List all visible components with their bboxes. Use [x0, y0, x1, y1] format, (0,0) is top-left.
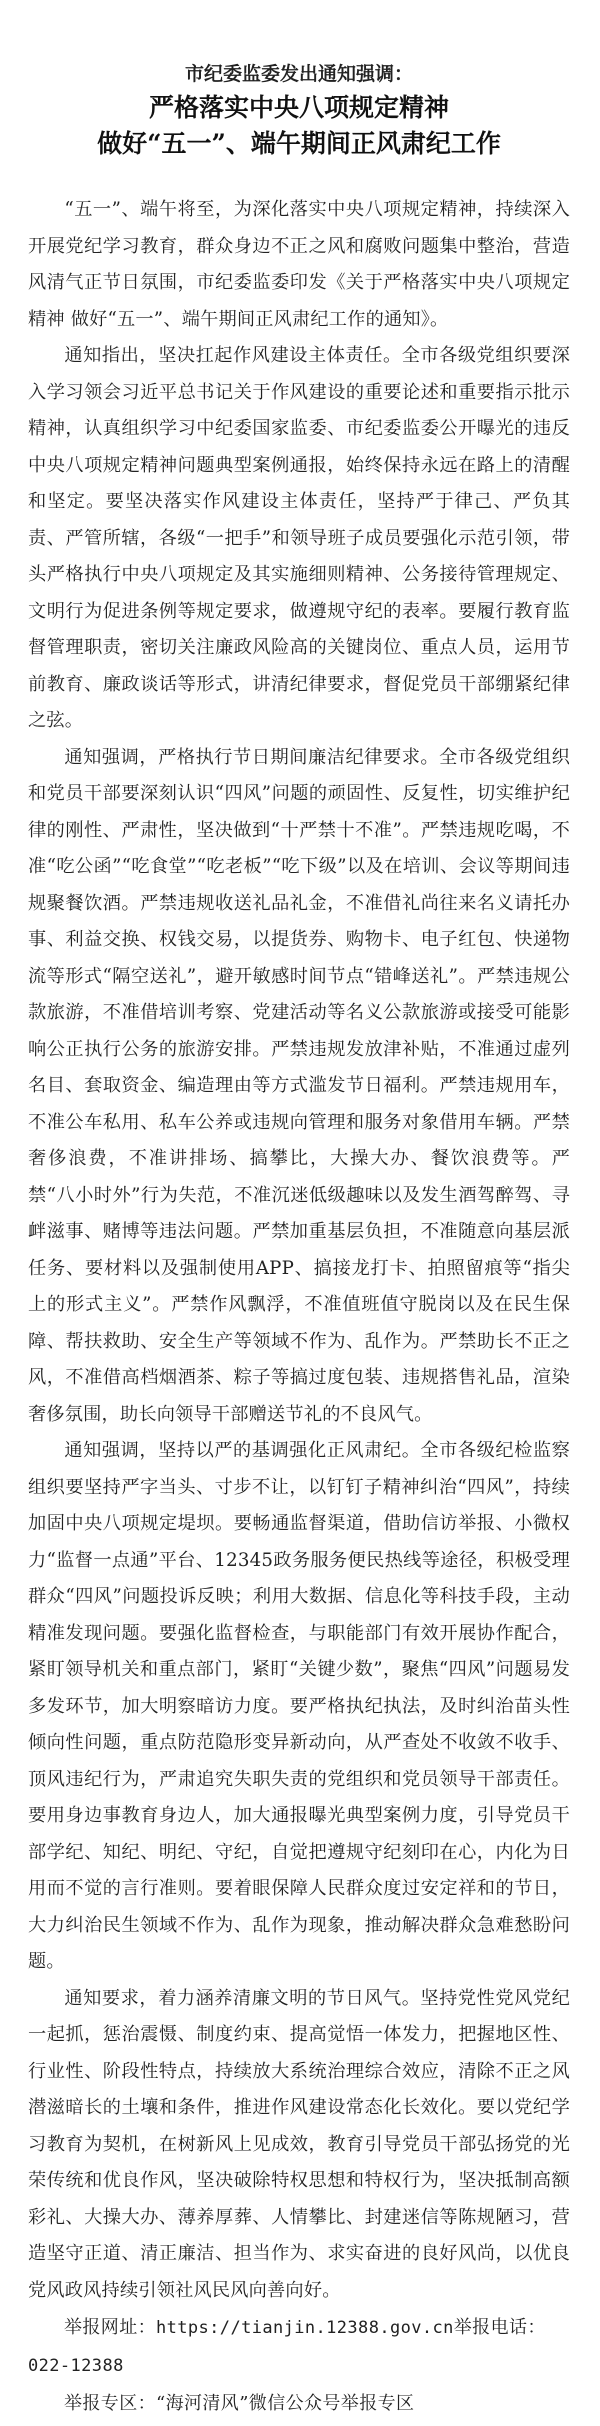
paragraph-clean-atmosphere: 通知要求，着力涵养清廉文明的节日风气。坚持党性党风党纪一起抓，惩治震慑、制度约束、提高觉悟一体发力，把握地区性、行业性、阶段性特点，持续放大系统治理综合效应，清除不正之风潜滋暗长的土壤和条件，推进作风建设常态化长效化。要以党纪学习教育为契机，在树新风上见成效，教育引导党员干部弘扬党的光荣传统和优良作风，坚决破除特权思想和特权行为，坚决抵制高额彩礼、大操大办、薄养厚葬、人情攀比、封建迷信等陈规陋习，营造坚守正道、清正廉洁、担当作为、求实奋进的良好风尚，以优良党风政风持续引领社风民风向善向好。	[28, 1987, 570, 2301]
paragraph-intro: “五一”、端午将至，为深化落实中央八项规定精神，持续深入开展党纪学习教育，群众身边不正之风和腐败问题集中整治，营造风清气正节日氛围，市纪委监委印发《关于严格落实中央八项规定精神 做好“五一”、端午期间正风肃纪工作的通知》。	[28, 199, 570, 330]
report-site-label: 举报网址：	[64, 2317, 156, 2338]
report-phone-label: 举报电话：	[453, 2317, 546, 2338]
report-site-link[interactable]: https://tianjin.12388.gov.cn	[156, 2318, 454, 2338]
article-header	[28, 58, 570, 162]
paragraph-discipline-rules: 通知强调，严格执行节日期间廉洁纪律要求。全市各级党组织和党员干部要深刻认识“四风”问题的顽固性、反复性，切实维护纪律的刚性、严肃性，坚决做到“十严禁十不准”。严禁违规吃喝，不准“吃公函”“吃食堂”“吃老板”“吃下级”以及在培训、会议等期间违规聚餐饮酒。严禁违规收送礼品礼金，不准借礼尚往来名义请托办事、利益交换、权钱交易，以提货券、购物卡、电子红包、快递物流等形式“隔空送礼”，避开敏感时间节点“错峰送礼”。严禁违规公款旅游，不准借培训考察、党建活动等名义公款旅游或接受可能影响公正执行公务的旅游安排。严禁违规发放津补贴，不准通过虚列名目、套取资金、编造理由等方式滥发节日福利。严禁违规用车，不准公车私用、私车公养或违规向管理和服务对象借用车辆。严禁奢侈浪费，不准讲排场、搞攀比，大操大办、餐饮浪费等。严禁“八小时外”行为失范，不准沉迷低级趣味以及发生酒驾醉驾、寻衅滋事、赌博等违法问题。严禁加重基层负担，不准随意向基层派任务、要材料以及强制使用APP、搞接龙打卡、拍照留痕等“指尖上的形式主义”。严禁作风飘浮，不准值班值守脱岗以及在民生保障、帮扶救助、安全生产等领域不作为、乱作为。严禁助长不正之风，不准借高档烟酒茶、粽子等搞过度包装、违规搭售礼品，渲染奢侈氛围，助长向领导干部赠送节礼的不良风气。	[28, 746, 570, 1425]
paragraph-strict-supervision: 通知强调，坚持以严的基调强化正风肃纪。全市各级纪检监察组织要坚持严字当头、寸步不让，以钉钉子精神纠治“四风”，持续加固中央八项规定堤坝。要畅通监督渠道，借助信访举报、小微权力“监督一点通”平台、12345政务服务便民热线等途径，积极受理群众“四风”问题投诉反映；利用大数据、信息化等科技手段，主动精准发现问题。要强化监督检查，与职能部门有效开展协作配合，紧盯领导机关和重点部门，紧盯“关键少数”，聚焦“四风”问题易发多发环节，加大明察暗访力度。要严格执纪执法，及时纠治苗头性倾向性问题，重点防范隐形变异新动向，从严查处不收敛不收手、顶风违纪行为，严肃追究失职失责的党组织和党员领导干部责任。要用身边事教育身边人，加大通报曝光典型案例力度，引导党员干部学纪、知纪、明纪、守纪，自觉把遵规守纪刻印在心，内化为日用而不觉的言行准则。要着眼保障人民群众度过安定祥和的节日，大力纠治民生领域不作为、乱作为现象，推动解决群众急难愁盼问题。	[28, 1440, 570, 1972]
report-zone: 举报专区：“海河清风”微信公众号举报专区	[64, 2393, 415, 2414]
article-title-line-2: 做好“五一”、端午期间正风肃纪工作	[97, 129, 501, 158]
article-title-line-1: 严格落实中央八项规定精神	[148, 93, 449, 122]
article-body	[28, 192, 570, 2309]
report-phone-line	[28, 2347, 570, 2385]
paragraph-responsibility: 通知指出，坚决扛起作风建设主体责任。全市各级党组织要深入学习领会习近平总书记关于作风建设的重要论述和重要指示批示精神，认真组织学习中纪委国家监委、市纪委监委公开曝光的违反中央八项规定精神问题典型案例通报，始终保持永远在路上的清醒和坚定。要坚决落实作风建设主体责任，坚持严于律己、严负其责、严管所辖，各级“一把手”和领导班子成员要强化示范引领，带头严格执行中央八项规定及其实施细则精神、公务接待管理规定、文明行为促进条例等规定要求，做遵规守纪的表率。要履行教育监督管理职责，密切关注廉政风险高的关键岗位、重点人员，运用节前教育、廉政谈话等形式，讲清纪律要求，督促党员干部绷紧纪律之弦。	[28, 345, 570, 731]
report-phone-value[interactable]: 022-12388	[28, 2356, 124, 2376]
report-info	[28, 2309, 570, 2422]
report-site-line	[28, 2309, 570, 2347]
article-subtitle: 市纪委监委发出通知强调：	[184, 63, 413, 85]
